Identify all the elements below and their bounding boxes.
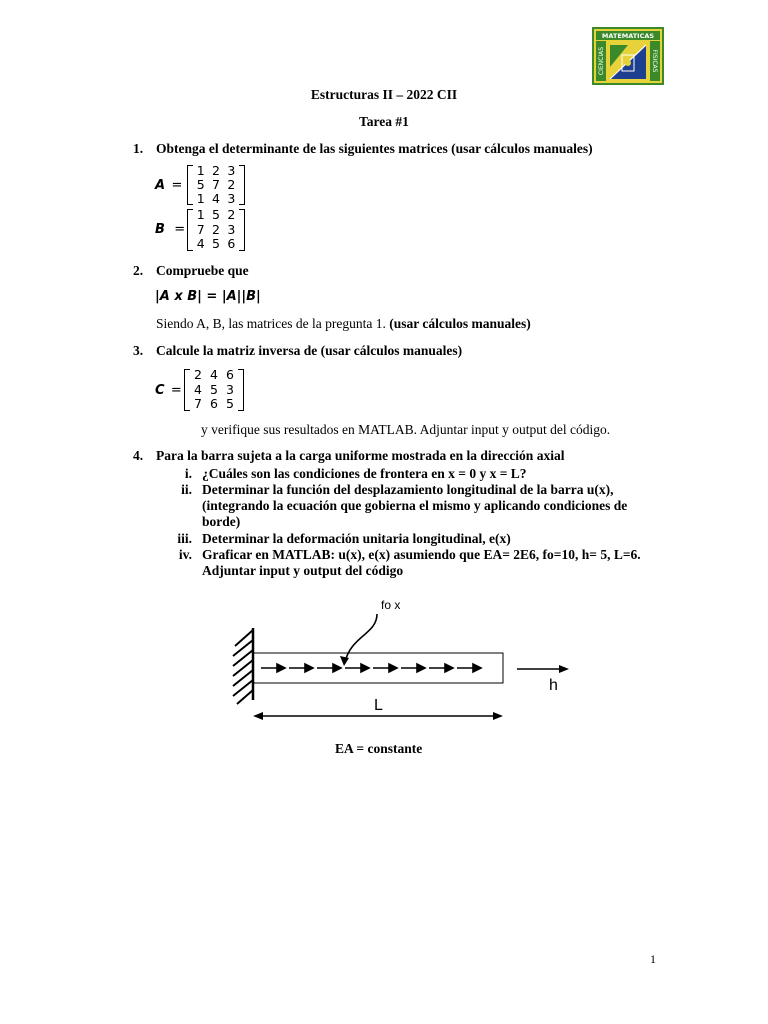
q2-note-bold: (usar cálculos manuales) bbox=[389, 316, 531, 331]
load-pointer bbox=[345, 614, 377, 662]
logo-left-text: CIENCIAS bbox=[598, 46, 605, 76]
force-label: h bbox=[549, 677, 558, 694]
q2-text: Compruebe que bbox=[156, 263, 249, 278]
matrix-a-cell: 2 bbox=[212, 163, 220, 178]
q4-item-number: iv. bbox=[178, 547, 192, 562]
q2-formula: |A x B| = |A||B| bbox=[155, 289, 261, 304]
matrix-c-cell: 5 bbox=[210, 382, 218, 397]
logo-right-text: FISICAS bbox=[651, 49, 658, 73]
load-pointer-head bbox=[340, 656, 349, 666]
matrix-c-cell: 5 bbox=[226, 396, 234, 411]
matrix-c-cell: 6 bbox=[226, 367, 234, 382]
q3-verify-text: y verifique sus resultados en MATLAB. Adjuntar input y output del código. bbox=[201, 422, 611, 437]
matrix-a-cell: 1 bbox=[196, 191, 205, 206]
matrix-b-cell: 2 bbox=[212, 222, 220, 237]
matrix-c-cell: 4 bbox=[210, 367, 218, 382]
matrix-a-cell: 7 bbox=[212, 177, 220, 192]
matrix-b bbox=[187, 209, 245, 251]
length-label: L bbox=[374, 697, 383, 714]
matrix-b-cell: 2 bbox=[227, 207, 236, 222]
matrix-a-cell: 3 bbox=[227, 191, 236, 206]
q1-number: 1. bbox=[133, 141, 144, 156]
q1-text: Obtenga el determinante de las siguientes matrices (usar cálculos manuales) bbox=[156, 141, 593, 156]
q2-number: 2. bbox=[133, 263, 144, 278]
page-number: 1 bbox=[650, 952, 656, 966]
matrix-b-cell: 1 bbox=[196, 207, 205, 222]
matrix-a-cell: 1 bbox=[196, 163, 205, 178]
matrix-b-letter: B bbox=[155, 222, 165, 237]
q3-number: 3. bbox=[133, 343, 144, 358]
university-logo bbox=[592, 27, 664, 85]
q4-item-number: iii. bbox=[177, 531, 192, 546]
matrix-a-label bbox=[155, 177, 182, 193]
matrix-c bbox=[184, 369, 244, 411]
dimension-arrow-left bbox=[253, 712, 263, 720]
matrix-c-cell: 2 bbox=[194, 367, 202, 382]
matrix-a-cell: 2 bbox=[227, 177, 236, 192]
matrix-a-letter: A bbox=[155, 178, 166, 193]
document-subtitle: Tarea #1 bbox=[359, 114, 409, 129]
matrix-b-cell: 5 bbox=[212, 236, 220, 251]
matrix-c-cell: 3 bbox=[226, 382, 234, 397]
q4-item-text: Determinar la deformación unitaria longitudinal, e(x) bbox=[202, 531, 511, 546]
matrix-b-equals: = bbox=[174, 222, 186, 237]
q4-number: 4. bbox=[133, 448, 144, 463]
wall-hatching bbox=[233, 630, 253, 704]
end-force-arrowhead bbox=[559, 665, 569, 673]
matrix-c-label bbox=[155, 382, 182, 398]
matrix-c-cell: 7 bbox=[194, 396, 202, 411]
q4-item-number: i. bbox=[184, 466, 192, 481]
matrix-b-cell: 3 bbox=[227, 222, 236, 237]
matrix-a-cell: 4 bbox=[212, 191, 220, 206]
bar-diagram bbox=[225, 590, 585, 730]
diagram-caption: EA = constante bbox=[335, 741, 423, 756]
q4-item-line: Determinar la función del desplazamiento longitudinal de la barra u(x), bbox=[202, 482, 614, 497]
matrix-c-letter: C bbox=[155, 383, 165, 398]
q4-item-line: borde) bbox=[202, 514, 241, 529]
q2-note-plain: Siendo A, B, las matrices de la pregunta 1. bbox=[156, 316, 386, 331]
matrix-a-cell: 5 bbox=[196, 177, 205, 192]
matrix-c-cell: 6 bbox=[210, 396, 218, 411]
q4-text: Para la barra sujeta a la carga uniforme mostrada en la dirección axial bbox=[156, 448, 565, 463]
matrix-c-cell: 4 bbox=[194, 382, 202, 397]
distributed-load-arrows bbox=[261, 664, 481, 672]
q4-item-line: Graficar en MATLAB: u(x), e(x) asumiendo que EA= 2E6, fo=10, h= 5, L=6. bbox=[202, 547, 641, 562]
matrix-b-cell: 7 bbox=[196, 222, 205, 237]
load-label: fo x bbox=[381, 598, 401, 612]
matrix-c-equals: = bbox=[170, 383, 182, 398]
logo-top-text: MATEMATICAS bbox=[601, 32, 655, 40]
dimension-arrow-right bbox=[493, 712, 503, 720]
matrix-a bbox=[187, 165, 245, 205]
q3-text: Calcule la matriz inversa de (usar cálculos manuales) bbox=[156, 343, 463, 358]
matrix-b-cell: 4 bbox=[196, 236, 205, 251]
matrix-b-label bbox=[155, 221, 185, 237]
q4-item-line: (integrando la ecuación que gobierna el mismo y aplicando condiciones de bbox=[202, 498, 628, 513]
matrix-a-cell: 3 bbox=[227, 163, 236, 178]
q2-note bbox=[156, 316, 531, 332]
q4-item-number: ii. bbox=[181, 482, 192, 497]
q4-item-line: Adjuntar input y output del código bbox=[202, 563, 404, 578]
q4-item-text: ¿Cuáles son las condiciones de frontera en x = 0 y x = L? bbox=[202, 466, 527, 481]
matrix-b-cell: 6 bbox=[227, 236, 236, 251]
document-title: Estructuras II – 2022 CII bbox=[310, 87, 458, 102]
matrix-a-equals: = bbox=[171, 178, 183, 193]
matrix-b-cell: 5 bbox=[212, 207, 220, 222]
